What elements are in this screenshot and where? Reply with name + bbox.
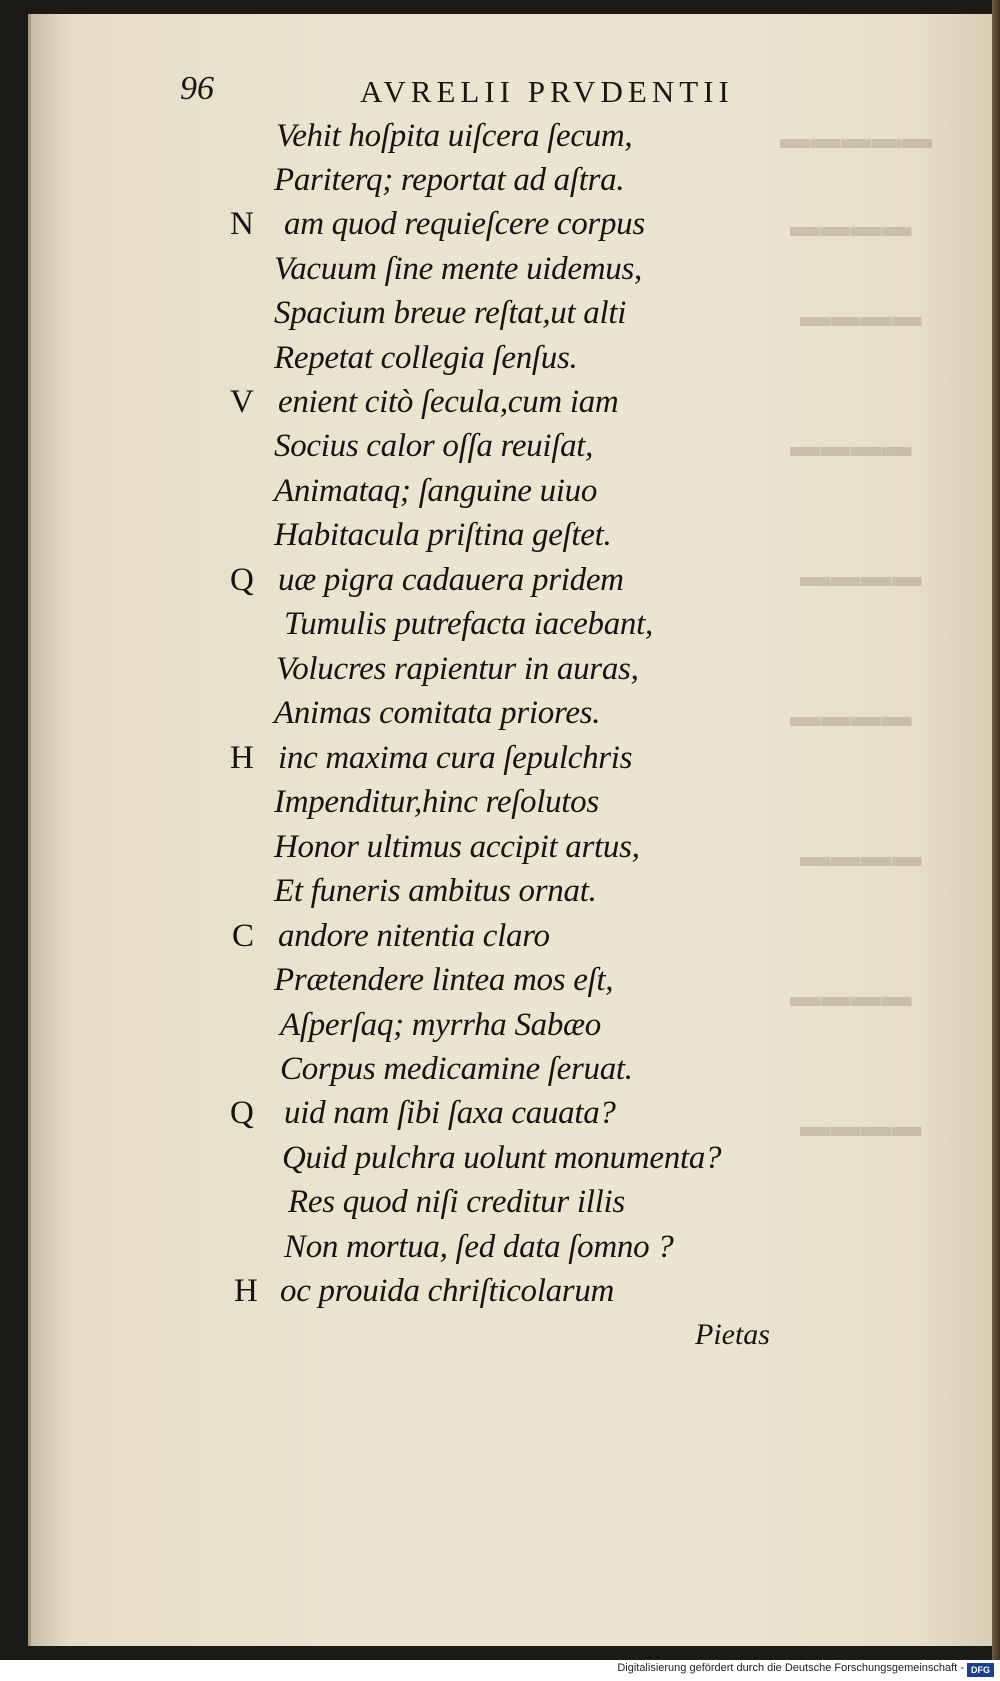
verse-initial: H	[230, 740, 254, 776]
verse-line: Habitacula priſtina geſtet.	[274, 517, 612, 553]
verse-line: Corpus medicamine ſeruat.	[280, 1051, 633, 1087]
verse-line: Volucres rapientur in auras,	[276, 651, 639, 687]
verse-line: andore nitentia claro	[278, 918, 550, 954]
show-through-shading: ▬▬▬▬▬	[780, 122, 933, 155]
verse-line: Vehit hoſpita uiſcera ſecum,	[276, 118, 633, 154]
show-through-shading: ▬▬▬▬	[790, 980, 912, 1013]
verse-line: Socius calor oſſa reuiſat,	[274, 428, 594, 464]
verse-line: uid nam ſibi ſaxa cauata?	[284, 1095, 616, 1131]
attribution-bar	[0, 1660, 1000, 1681]
show-through-shading: ▬▬▬▬	[790, 210, 912, 243]
verse-line: Quid pulchra uolunt monumenta?	[282, 1140, 722, 1176]
show-through-shading: ▬▬▬▬	[790, 430, 912, 463]
verse-line: Aſperſaq; myrrha Sabæo	[280, 1007, 601, 1043]
verse-initial: C	[232, 918, 255, 954]
verse-initial: N	[230, 206, 254, 242]
verse-line: uæ pigra cadauera pridem	[278, 562, 624, 598]
page-number: 96	[180, 70, 214, 107]
verse-initial: Q	[230, 562, 254, 598]
attribution-text: Digitalisierung gefördert durch die Deutsche Forschungsgemeinschaft -	[617, 1662, 964, 1674]
verse-line: Non mortua, ſed data ſomno ?	[284, 1229, 674, 1265]
show-through-shading: ▬▬▬▬	[800, 300, 922, 333]
verse-line: Impenditur,hinc reſolutos	[274, 784, 599, 820]
verse-line: Res quod niſi creditur illis	[288, 1184, 625, 1220]
verse-line: Animas comitata priores.	[274, 695, 601, 731]
show-through-shading: ▬▬▬▬	[790, 700, 912, 733]
page-edge-shadow	[992, 0, 1000, 1660]
verse-line: Prætendere lintea mos eſt,	[274, 962, 614, 998]
show-through-shading: ▬▬▬▬	[800, 1110, 922, 1143]
verse-line: Tumulis putrefacta iacebant,	[284, 606, 653, 642]
catchword: Pietas	[695, 1318, 770, 1351]
verse-line: Spacium breue reſtat,ut alti	[274, 295, 627, 331]
show-through-shading: ▬▬▬▬	[800, 560, 922, 593]
verse-line: Honor ultimus accipit artus,	[274, 829, 640, 865]
verse-line: Pariterq; reportat ad aſtra.	[274, 162, 625, 198]
verse-line: oc prouida chriſticolarum	[280, 1273, 615, 1309]
verse-initial: H	[234, 1273, 258, 1309]
verse-line: enient citò ſecula,cum iam	[278, 384, 619, 420]
show-through-shading: ▬▬▬▬	[800, 840, 922, 873]
verse-line: inc maxima cura ſepulchris	[278, 740, 633, 776]
running-title: AVRELII PRVDENTII	[360, 74, 734, 109]
verse-line: Vacuum ſine mente uidemus,	[274, 251, 642, 287]
verse-initial: V	[230, 384, 254, 420]
verse-line: Et funeris ambitus ornat.	[274, 873, 597, 909]
verse-line: am quod requieſcere corpus	[284, 206, 645, 242]
verse-line: Animataq; ſanguine uiuo	[274, 473, 598, 509]
verse-initial: Q	[230, 1095, 254, 1131]
verse-line: Repetat collegia ſenſus.	[274, 340, 578, 376]
dfg-logo-icon: DFG	[967, 1663, 994, 1677]
